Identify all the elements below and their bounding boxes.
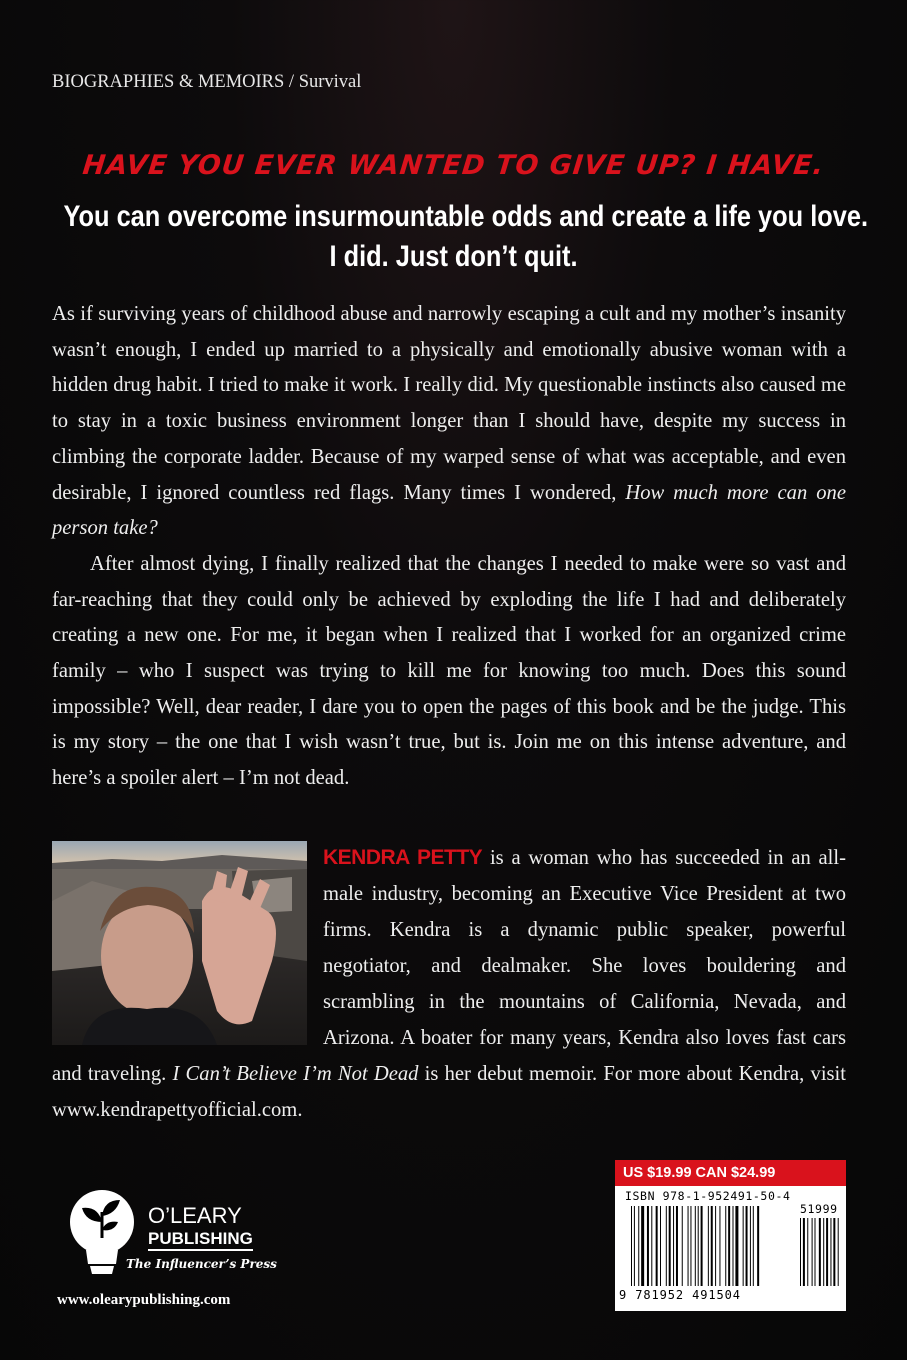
barcode-bar: [735, 1206, 738, 1286]
barcode-bar: [715, 1206, 716, 1286]
barcode-box: [615, 1160, 846, 1311]
blurb-paragraph-1: [52, 297, 846, 547]
ean-digits: 9 781952 491504: [619, 1288, 741, 1302]
supplement-bar: [833, 1218, 835, 1286]
supplement-bar: [815, 1218, 816, 1286]
supplement-bar: [823, 1218, 824, 1286]
book-title: I Can’t Believe I’m Not Dead: [172, 1063, 419, 1085]
barcode-bar: [719, 1206, 720, 1286]
publisher-name-line-1: O’LEARY: [148, 1203, 242, 1228]
supplement-bar: [826, 1218, 828, 1286]
bio-text-2: is her debut memoir. For more about Kendra, visit www.kendrapettyofficial.com.: [52, 1063, 847, 1121]
headline: [63, 197, 869, 277]
publisher-website: www.olearypublishing.com: [57, 1292, 231, 1308]
barcode-bar: [733, 1206, 734, 1286]
supplement-bar: [807, 1218, 808, 1286]
supplement-digits: 51999: [800, 1202, 838, 1216]
supplement-bar: [800, 1218, 801, 1286]
headline-line-1: You can overcome insurmountable odds and create a life you love.: [63, 200, 869, 233]
headline-line-2: I did. Just don’t quit.: [329, 240, 578, 273]
barcode-bar: [708, 1206, 709, 1286]
barcode-bar: [690, 1206, 691, 1286]
barcode-bar: [647, 1206, 649, 1286]
barcode-bar: [695, 1206, 696, 1286]
barcode-bar: [641, 1206, 644, 1286]
photo-float-space: [52, 840, 323, 1055]
barcode-bar: [676, 1206, 678, 1286]
barcode-bar: [638, 1206, 639, 1286]
barcode-bar: [743, 1206, 744, 1286]
supplement-bar: [838, 1218, 839, 1286]
barcode-bar: [701, 1206, 703, 1286]
publisher-name-line-2: PUBLISHING: [148, 1228, 253, 1251]
publisher-tagline: The Influencer’s Press: [126, 1257, 277, 1271]
bio-text-1: is a woman who has succeeded in an all-male industry, becoming an Executive Vice President at two firms. Kendra is a dynamic public speaker, powerful negotiator, and dealmaker. She loves bouldering and scrambling in the mountains of California, Nevada, and Arizona. A boater for many years, Kendra also loves fast cars and traveling.: [52, 847, 846, 1085]
supplement-bar: [819, 1218, 821, 1286]
barcode-bar: [728, 1206, 730, 1286]
author-name: KENDRA PETTY: [323, 846, 483, 869]
blurb-p1-italic: How much more can one person take?: [52, 481, 846, 540]
barcode-bar: [656, 1206, 658, 1286]
barcode-bar: [750, 1206, 751, 1286]
hook-tagline: HAVE YOU EVER WANTED TO GIVE UP? I HAVE.: [81, 150, 826, 181]
supplement-bar: [812, 1218, 813, 1286]
category-label: BIOGRAPHIES & MEMOIRS / Survival: [52, 72, 362, 92]
blurb-paragraph-2: After almost dying, I finally realized that the changes I needed to make were so vast and far-reaching that they could only be achieved by exploding the life I had and deliberately creating a new one. For me, it began when I realized that I worked for an organized crime family – who I suspect was trying to kill me for knowing too much. Does this sound impossible? Well, dear reader, I dare you to open the pages of this book and be the judge. This is my story – the one that I wish wasn’t true, but is. Join me on this intense adventure, and here’s a spoiler alert – I’m not dead.: [52, 552, 846, 790]
barcode-bar: [673, 1206, 674, 1286]
barcode-bar: [688, 1206, 689, 1286]
barcode-bar: [631, 1206, 632, 1286]
price-label: US $19.99 CAN $24.99: [615, 1160, 846, 1186]
barcode-bar: [660, 1206, 661, 1286]
barcode-bar: [634, 1206, 635, 1286]
publisher-name: [148, 1205, 253, 1251]
barcode-bar: [753, 1206, 754, 1286]
barcode-bar: [669, 1206, 671, 1286]
barcode-bar: [666, 1206, 667, 1286]
barcode-bar: [746, 1206, 748, 1286]
barcode-bar: [757, 1206, 759, 1286]
barcode-bar: [725, 1206, 726, 1286]
isbn-text: ISBN 978-1-952491-50-4: [625, 1189, 791, 1203]
blurb-p1-text: As if surviving years of childhood abuse and narrowly escaping a cult and my mother’s insanity wasn’t enough, I ended up married to a physically and emotionally abusive woman with a hidden drug habit. I tried to make it work. I really did. My questionable instincts also caused me to stay in a toxic business environment longer than I should have, despite my success in climbing the corporate ladder. Because of my warped sense of what was acceptable, and even desirable, I ignored countless red flags. Many times I wondered,: [52, 303, 846, 504]
supplement-bar: [803, 1218, 805, 1286]
barcode-bar: [682, 1206, 683, 1286]
barcode-bar: [698, 1206, 699, 1286]
author-bio: [52, 840, 846, 1128]
barcode-bar: [651, 1206, 652, 1286]
blurb: [52, 297, 846, 797]
supplement-bar: [830, 1218, 831, 1286]
barcode-bar: [711, 1206, 713, 1286]
